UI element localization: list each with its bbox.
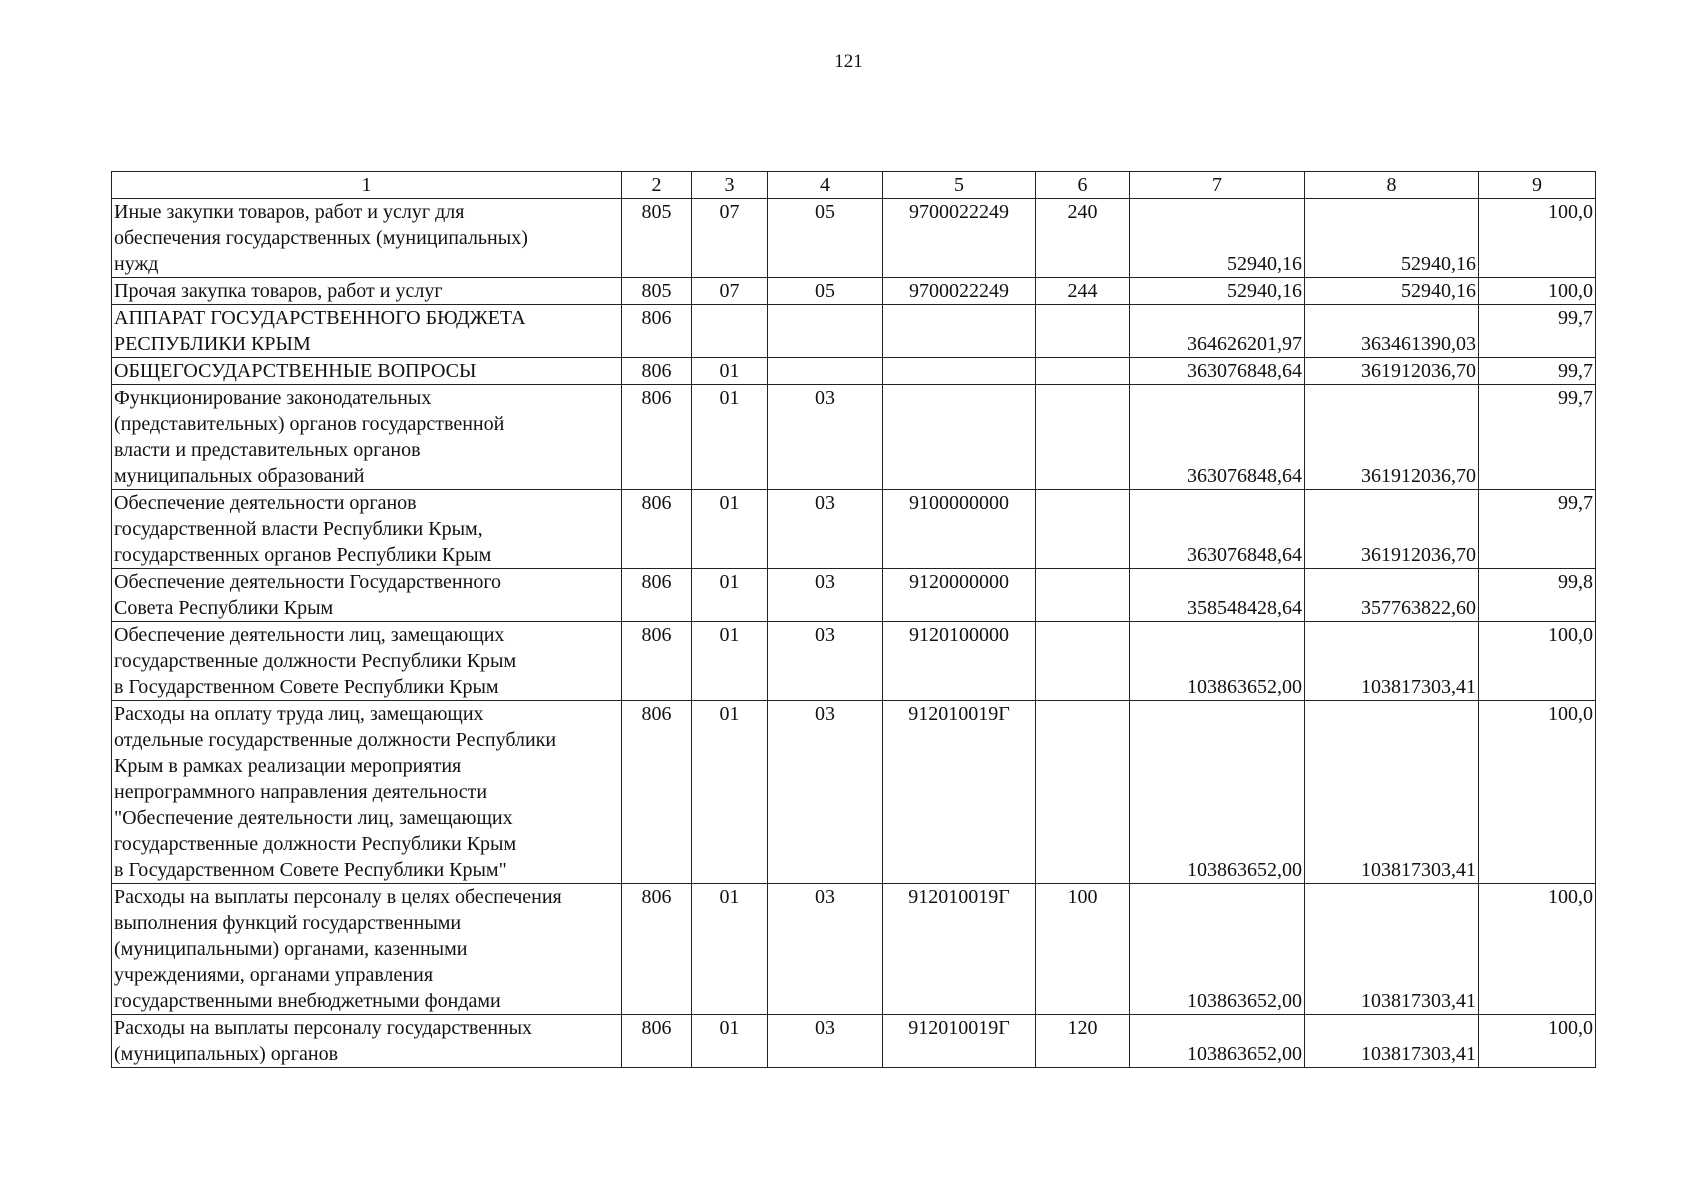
execution-percent-text: 99,7	[1558, 492, 1593, 514]
executed-amount-text: 103817303,41	[1361, 990, 1476, 1012]
execution-percent-text: 99,7	[1558, 360, 1593, 382]
row-name-text: ОБЩЕГОСУДАРСТВЕННЫЕ ВОПРОСЫ	[114, 360, 477, 382]
table-row	[112, 622, 1596, 701]
admin-code-cell	[622, 305, 692, 358]
expense-type-text: 244	[1067, 280, 1098, 302]
column-header: 1	[112, 172, 622, 199]
execution-percent-text: 100,0	[1548, 201, 1593, 223]
expense-type-text: 100	[1067, 886, 1098, 908]
execution-percent-cell	[1479, 305, 1596, 358]
admin-code-text: 805	[641, 280, 672, 302]
table-row	[112, 1015, 1596, 1068]
column-header: 4	[768, 172, 883, 199]
subsection-code-cell	[768, 701, 883, 884]
admin-code-text: 806	[641, 492, 672, 514]
section-code-cell	[692, 278, 768, 305]
row-name-text: Обеспечение деятельности органов государственной власти Республики Крым, государственных органов Республики Крым	[114, 492, 492, 566]
execution-percent-text: 100,0	[1548, 1017, 1593, 1039]
section-code-text: 01	[719, 360, 740, 382]
admin-code-cell	[622, 622, 692, 701]
row-name-cell	[112, 278, 622, 305]
planned-amount-cell	[1130, 358, 1305, 385]
row-name-cell	[112, 490, 622, 569]
expense-type-cell	[1036, 199, 1130, 278]
expense-type-cell	[1036, 569, 1130, 622]
row-name-text: Расходы на выплаты персоналу государственных (муниципальных) органов	[114, 1017, 533, 1065]
row-name-text: Прочая закупка товаров, работ и услуг	[114, 280, 443, 302]
column-header: 5	[883, 172, 1036, 199]
expense-type-cell	[1036, 490, 1130, 569]
executed-amount-cell	[1305, 884, 1479, 1015]
expense-type-cell	[1036, 701, 1130, 884]
section-code-text: 07	[719, 280, 740, 302]
executed-amount-text: 103817303,41	[1361, 676, 1476, 698]
target-article-text: 9120100000	[909, 624, 1009, 646]
executed-amount-cell	[1305, 1015, 1479, 1068]
target-article-cell	[883, 278, 1036, 305]
subsection-code-cell	[768, 385, 883, 490]
subsection-code-text: 03	[815, 886, 835, 908]
planned-amount-cell	[1130, 305, 1305, 358]
planned-amount-cell	[1130, 701, 1305, 884]
section-code-text: 01	[719, 703, 740, 725]
admin-code-cell	[622, 278, 692, 305]
planned-amount-text: 363076848,64	[1187, 360, 1302, 382]
expense-type-cell	[1036, 358, 1130, 385]
expense-type-text: 240	[1067, 201, 1098, 223]
executed-amount-text: 357763822,60	[1361, 597, 1476, 619]
executed-amount-cell	[1305, 622, 1479, 701]
table-row	[112, 199, 1596, 278]
table-row	[112, 358, 1596, 385]
executed-amount-cell	[1305, 305, 1479, 358]
section-code-text: 01	[719, 1017, 740, 1039]
expense-type-cell	[1036, 1015, 1130, 1068]
target-article-text: 912010019Г	[908, 886, 1010, 908]
planned-amount-text: 103863652,00	[1187, 1043, 1302, 1065]
section-code-text: 01	[719, 571, 740, 593]
execution-percent-cell	[1479, 884, 1596, 1015]
admin-code-text: 806	[641, 703, 672, 725]
column-header: 6	[1036, 172, 1130, 199]
admin-code-cell	[622, 490, 692, 569]
section-code-cell	[692, 569, 768, 622]
admin-code-text: 806	[641, 307, 672, 329]
target-article-text: 912010019Г	[908, 1017, 1010, 1039]
executed-amount-cell	[1305, 569, 1479, 622]
execution-percent-text: 100,0	[1548, 886, 1593, 908]
target-article-text: 9700022249	[909, 280, 1009, 302]
row-name-text: АППАРАТ ГОСУДАРСТВЕННОГО БЮДЖЕТА РЕСПУБЛИКИ КРЫМ	[114, 307, 526, 355]
executed-amount-text: 363461390,03	[1361, 333, 1476, 355]
planned-amount-cell	[1130, 278, 1305, 305]
section-code-text: 07	[719, 201, 740, 223]
executed-amount-cell	[1305, 490, 1479, 569]
target-article-cell	[883, 884, 1036, 1015]
target-article-text: 9700022249	[909, 201, 1009, 223]
row-name-cell	[112, 199, 622, 278]
admin-code-cell	[622, 199, 692, 278]
column-header: 7	[1130, 172, 1305, 199]
execution-percent-text: 100,0	[1548, 624, 1593, 646]
expense-type-text: 120	[1067, 1017, 1098, 1039]
row-name-cell	[112, 622, 622, 701]
execution-percent-text: 99,7	[1558, 387, 1593, 409]
row-name-cell	[112, 305, 622, 358]
target-article-cell	[883, 305, 1036, 358]
row-name-text: Расходы на оплату труда лиц, замещающих отдельные государственные должности Республики Крым в рамках реализации мероприятия непрограммного направления деятельности "Обеспечение деятельности лиц, замещающих государственные должности Республики Крым в Государственном Совете Республики Крым"	[114, 703, 557, 881]
column-header: 3	[692, 172, 768, 199]
planned-amount-text: 52940,16	[1227, 253, 1302, 275]
target-article-cell	[883, 358, 1036, 385]
admin-code-text: 806	[641, 571, 672, 593]
admin-code-cell	[622, 1015, 692, 1068]
table-row	[112, 278, 1596, 305]
section-code-cell	[692, 385, 768, 490]
table-row	[112, 490, 1596, 569]
executed-amount-text: 52940,16	[1401, 253, 1476, 275]
executed-amount-text: 103817303,41	[1361, 1043, 1476, 1065]
target-article-cell	[883, 385, 1036, 490]
target-article-cell	[883, 199, 1036, 278]
target-article-text: 9100000000	[909, 492, 1009, 514]
page-number: 121	[834, 51, 863, 72]
planned-amount-cell	[1130, 199, 1305, 278]
executed-amount-text: 52940,16	[1401, 280, 1476, 302]
subsection-code-text: 03	[815, 624, 835, 646]
table-row	[112, 884, 1596, 1015]
execution-percent-cell	[1479, 490, 1596, 569]
admin-code-cell	[622, 385, 692, 490]
row-name-text: Иные закупки товаров, работ и услуг для обеспечения государственных (муниципальных) нужд	[114, 201, 528, 275]
executed-amount-cell	[1305, 358, 1479, 385]
section-code-cell	[692, 622, 768, 701]
admin-code-text: 806	[641, 886, 672, 908]
planned-amount-cell	[1130, 490, 1305, 569]
target-article-cell	[883, 490, 1036, 569]
executed-amount-text: 361912036,70	[1361, 465, 1476, 487]
executed-amount-cell	[1305, 701, 1479, 884]
section-code-text: 01	[719, 886, 740, 908]
section-code-text: 01	[719, 492, 740, 514]
planned-amount-text: 52940,16	[1227, 280, 1302, 302]
execution-percent-text: 100,0	[1548, 703, 1593, 725]
planned-amount-text: 358548428,64	[1187, 597, 1302, 619]
section-code-cell	[692, 199, 768, 278]
subsection-code-cell	[768, 358, 883, 385]
column-header: 2	[622, 172, 692, 199]
table-row	[112, 701, 1596, 884]
execution-percent-cell	[1479, 1015, 1596, 1068]
row-name-cell	[112, 358, 622, 385]
execution-percent-cell	[1479, 385, 1596, 490]
executed-amount-text: 361912036,70	[1361, 544, 1476, 566]
executed-amount-text: 103817303,41	[1361, 859, 1476, 881]
expense-type-cell	[1036, 385, 1130, 490]
budget-table	[111, 171, 1596, 1068]
row-name-text: Функционирование законодательных (представительных) органов государственной власти и представительных органов муниципальных образований	[114, 387, 505, 487]
planned-amount-cell	[1130, 1015, 1305, 1068]
admin-code-cell	[622, 358, 692, 385]
planned-amount-cell	[1130, 569, 1305, 622]
execution-percent-cell	[1479, 199, 1596, 278]
subsection-code-cell	[768, 278, 883, 305]
execution-percent-cell	[1479, 569, 1596, 622]
execution-percent-cell	[1479, 701, 1596, 884]
subsection-code-text: 03	[815, 571, 835, 593]
section-code-cell	[692, 701, 768, 884]
row-name-text: Расходы на выплаты персоналу в целях обеспечения выполнения функций государственными (муниципальными) органами, казенными учреждениями, органами управления государственными внебюджетными фондами	[114, 886, 562, 1012]
row-name-cell	[112, 1015, 622, 1068]
planned-amount-text: 103863652,00	[1187, 859, 1302, 881]
planned-amount-cell	[1130, 884, 1305, 1015]
planned-amount-cell	[1130, 622, 1305, 701]
subsection-code-cell	[768, 305, 883, 358]
admin-code-text: 806	[641, 360, 672, 382]
executed-amount-cell	[1305, 199, 1479, 278]
section-code-cell	[692, 490, 768, 569]
section-code-cell	[692, 358, 768, 385]
execution-percent-cell	[1479, 622, 1596, 701]
subsection-code-cell	[768, 569, 883, 622]
table-row	[112, 385, 1596, 490]
table-row	[112, 305, 1596, 358]
target-article-text: 912010019Г	[908, 703, 1010, 725]
admin-code-text: 805	[641, 201, 672, 223]
subsection-code-text: 03	[815, 1017, 835, 1039]
executed-amount-cell	[1305, 385, 1479, 490]
admin-code-text: 806	[641, 1017, 672, 1039]
row-name-text: Обеспечение деятельности Государственного Совета Республики Крым	[114, 571, 502, 619]
header-row	[112, 172, 1596, 199]
subsection-code-text: 05	[815, 280, 835, 302]
section-code-cell	[692, 305, 768, 358]
target-article-cell	[883, 701, 1036, 884]
planned-amount-text: 364626201,97	[1187, 333, 1302, 355]
planned-amount-text: 363076848,64	[1187, 544, 1302, 566]
admin-code-cell	[622, 884, 692, 1015]
planned-amount-text: 363076848,64	[1187, 465, 1302, 487]
expense-type-cell	[1036, 622, 1130, 701]
executed-amount-cell	[1305, 278, 1479, 305]
subsection-code-cell	[768, 1015, 883, 1068]
expense-type-cell	[1036, 305, 1130, 358]
execution-percent-text: 99,8	[1558, 571, 1593, 593]
execution-percent-cell	[1479, 358, 1596, 385]
expense-type-cell	[1036, 278, 1130, 305]
section-code-text: 01	[719, 387, 740, 409]
subsection-code-cell	[768, 490, 883, 569]
section-code-cell	[692, 884, 768, 1015]
subsection-code-cell	[768, 884, 883, 1015]
expense-type-cell	[1036, 884, 1130, 1015]
section-code-cell	[692, 1015, 768, 1068]
subsection-code-text: 03	[815, 492, 835, 514]
execution-percent-text: 100,0	[1548, 280, 1593, 302]
subsection-code-text: 05	[815, 201, 835, 223]
row-name-cell	[112, 569, 622, 622]
planned-amount-text: 103863652,00	[1187, 676, 1302, 698]
row-name-text: Обеспечение деятельности лиц, замещающих государственные должности Республики Крым в Государственном Совете Республики Крым	[114, 624, 517, 698]
row-name-cell	[112, 884, 622, 1015]
executed-amount-text: 361912036,70	[1361, 360, 1476, 382]
column-header: 9	[1479, 172, 1596, 199]
subsection-code-cell	[768, 622, 883, 701]
subsection-code-text: 03	[815, 703, 835, 725]
target-article-cell	[883, 569, 1036, 622]
admin-code-cell	[622, 701, 692, 884]
column-header: 8	[1305, 172, 1479, 199]
subsection-code-cell	[768, 199, 883, 278]
admin-code-cell	[622, 569, 692, 622]
admin-code-text: 806	[641, 624, 672, 646]
row-name-cell	[112, 701, 622, 884]
planned-amount-cell	[1130, 385, 1305, 490]
admin-code-text: 806	[641, 387, 672, 409]
execution-percent-text: 99,7	[1558, 307, 1593, 329]
target-article-cell	[883, 1015, 1036, 1068]
execution-percent-cell	[1479, 278, 1596, 305]
planned-amount-text: 103863652,00	[1187, 990, 1302, 1012]
row-name-cell	[112, 385, 622, 490]
table-row	[112, 569, 1596, 622]
subsection-code-text: 03	[815, 387, 835, 409]
section-code-text: 01	[719, 624, 740, 646]
target-article-text: 9120000000	[909, 571, 1009, 593]
target-article-cell	[883, 622, 1036, 701]
